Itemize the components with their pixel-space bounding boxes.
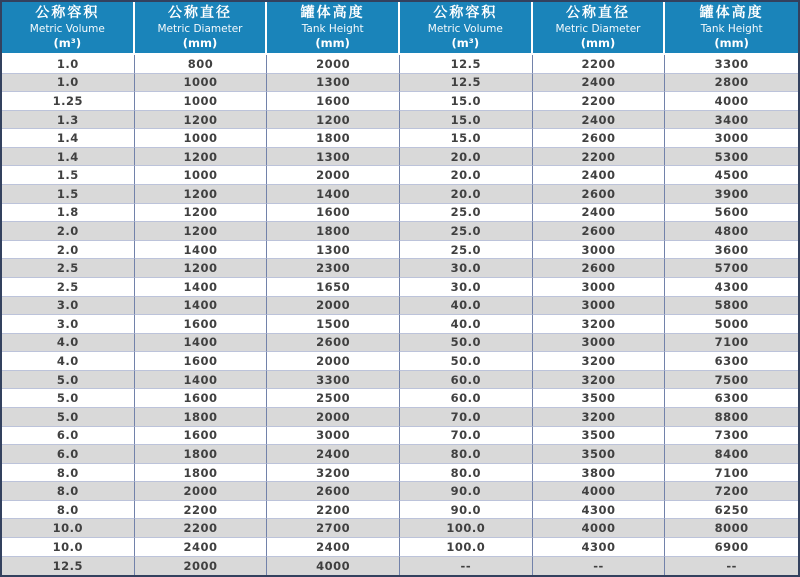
table-cell: 3.0 <box>2 315 135 334</box>
table-cell: 100.0 <box>400 538 533 557</box>
table-cell: 2300 <box>267 259 400 278</box>
header-tank-height-right <box>665 2 798 55</box>
table-cell: 1600 <box>267 92 400 111</box>
table-cell: 3900 <box>665 185 798 204</box>
header-cn-label: 公称直径 <box>565 5 630 21</box>
table-cell: 4300 <box>665 278 798 297</box>
table-cell: 2600 <box>533 129 666 148</box>
table-cell: 1.8 <box>2 204 135 223</box>
table-cell: 4300 <box>533 538 666 557</box>
table-cell: 70.0 <box>400 408 533 427</box>
table-cell: 2200 <box>533 148 666 167</box>
table-row <box>2 352 798 371</box>
table-row <box>2 185 798 204</box>
table-cell: 1.5 <box>2 166 135 185</box>
table-cell: 2400 <box>533 166 666 185</box>
header-metric-volume-left <box>2 2 135 55</box>
header-unit-label: (mm) <box>182 35 218 50</box>
table-cell: 1200 <box>135 204 268 223</box>
table-cell: 12.5 <box>2 557 135 576</box>
table-cell: 3400 <box>665 111 798 130</box>
table-cell: 1500 <box>267 315 400 334</box>
table-row <box>2 148 798 167</box>
table-cell: 4500 <box>665 166 798 185</box>
table-cell: 2400 <box>267 538 400 557</box>
table-row <box>2 445 798 464</box>
table-row <box>2 519 798 538</box>
table-cell: 3000 <box>533 278 666 297</box>
table-cell: 1300 <box>267 241 400 260</box>
table-cell: 3.0 <box>2 297 135 316</box>
table-cell: 1.0 <box>2 74 135 93</box>
table-cell: 6300 <box>665 389 798 408</box>
table-cell: 4800 <box>665 222 798 241</box>
table-cell: 2200 <box>135 501 268 520</box>
table-cell: 1000 <box>135 74 268 93</box>
table-cell: 1400 <box>135 278 268 297</box>
header-unit-label: (mm) <box>315 35 350 50</box>
header-cn-label: 罐体高度 <box>699 5 764 21</box>
table-row <box>2 129 798 148</box>
table-row <box>2 166 798 185</box>
table-cell: 60.0 <box>400 389 533 408</box>
table-cell: 3000 <box>533 241 666 260</box>
header-en-label: Metric Diameter <box>555 22 641 35</box>
table-cell: 2400 <box>135 538 268 557</box>
table-cell: 12.5 <box>400 55 533 74</box>
table-cell: 25.0 <box>400 241 533 260</box>
table-cell: 90.0 <box>400 501 533 520</box>
table-row <box>2 557 798 576</box>
table-cell: 2000 <box>267 297 400 316</box>
table-cell: 3000 <box>665 129 798 148</box>
table-cell: 2000 <box>267 55 400 74</box>
table-row <box>2 315 798 334</box>
table-cell: 5800 <box>665 297 798 316</box>
table-cell: 3200 <box>533 352 666 371</box>
table-cell: 5700 <box>665 259 798 278</box>
table-cell: 2000 <box>267 352 400 371</box>
header-cn-label: 公称容积 <box>35 5 100 21</box>
table-cell: 6.0 <box>2 427 135 446</box>
table-cell: 2700 <box>267 519 400 538</box>
table-cell: 4000 <box>533 482 666 501</box>
table-cell: 1200 <box>135 222 268 241</box>
table-row <box>2 241 798 260</box>
table-cell: 2200 <box>533 55 666 74</box>
table-header-row <box>2 2 798 55</box>
table-cell: 1800 <box>135 408 268 427</box>
table-cell: 25.0 <box>400 222 533 241</box>
table-cell: 2000 <box>135 482 268 501</box>
table-cell: 1600 <box>135 315 268 334</box>
table-cell: 5300 <box>665 148 798 167</box>
table-cell: 1600 <box>267 204 400 223</box>
table-cell: 1600 <box>135 427 268 446</box>
table-cell: 2600 <box>267 334 400 353</box>
table-cell: 50.0 <box>400 334 533 353</box>
table-cell: 1400 <box>135 334 268 353</box>
table-cell: 2200 <box>533 92 666 111</box>
table-cell: 2000 <box>135 557 268 576</box>
table-cell: 5.0 <box>2 408 135 427</box>
header-cn-label: 公称直径 <box>167 5 232 21</box>
table-row <box>2 427 798 446</box>
table-cell: 4300 <box>533 501 666 520</box>
table-cell: 12.5 <box>400 74 533 93</box>
table-row <box>2 389 798 408</box>
table-row <box>2 408 798 427</box>
table-cell: 7100 <box>665 334 798 353</box>
table-cell: 4000 <box>665 92 798 111</box>
table-cell: 6300 <box>665 352 798 371</box>
table-cell: 1000 <box>135 166 268 185</box>
table-cell: 2600 <box>267 482 400 501</box>
table-cell: 6250 <box>665 501 798 520</box>
table-cell: 1200 <box>135 259 268 278</box>
table-cell: 100.0 <box>400 519 533 538</box>
table-cell: 2000 <box>267 408 400 427</box>
table-cell: 3800 <box>533 464 666 483</box>
table-cell: -- <box>726 558 737 573</box>
header-unit-label: (mm) <box>714 35 749 50</box>
table-cell: 4.0 <box>2 352 135 371</box>
table-cell: 90.0 <box>400 482 533 501</box>
table-cell: 8.0 <box>2 482 135 501</box>
table-cell: 1800 <box>267 222 400 241</box>
table-cell: -- <box>400 557 533 576</box>
table-cell: 2400 <box>533 74 666 93</box>
table-cell: 1200 <box>267 111 400 130</box>
table-row <box>2 501 798 520</box>
table-cell: 1650 <box>267 278 400 297</box>
table-row <box>2 482 798 501</box>
table-row <box>2 74 798 93</box>
table-body <box>2 55 798 575</box>
table-cell: 2.5 <box>2 278 135 297</box>
header-unit-label: (m³) <box>451 35 480 50</box>
table-cell: 2.0 <box>2 222 135 241</box>
table-cell: 30.0 <box>400 278 533 297</box>
table-cell: 80.0 <box>400 445 533 464</box>
table-cell: 3200 <box>533 408 666 427</box>
table-row <box>2 222 798 241</box>
table-cell: 1200 <box>135 111 268 130</box>
table-cell: 3600 <box>665 241 798 260</box>
table-cell: 1.0 <box>2 55 135 74</box>
table-cell: 2600 <box>533 185 666 204</box>
table-cell: 20.0 <box>400 185 533 204</box>
table-row <box>2 204 798 223</box>
table-cell: 3200 <box>267 464 400 483</box>
table-cell: 1.3 <box>2 111 135 130</box>
table-cell: 40.0 <box>400 315 533 334</box>
table-cell: 2200 <box>135 519 268 538</box>
table-cell: 1.4 <box>2 129 135 148</box>
table-cell: 2.5 <box>2 259 135 278</box>
table-cell: 2400 <box>533 111 666 130</box>
table-cell: 30.0 <box>400 259 533 278</box>
table-cell: 5600 <box>665 204 798 223</box>
header-metric-diameter-left <box>135 2 268 55</box>
table-cell: 7500 <box>665 371 798 390</box>
header-cn-label: 罐体高度 <box>300 5 365 21</box>
table-cell: 50.0 <box>400 352 533 371</box>
table-row <box>2 297 798 316</box>
table-cell: 2.0 <box>2 241 135 260</box>
table-cell: 8400 <box>665 445 798 464</box>
header-en-label: Tank Height <box>301 22 364 35</box>
table-cell: 1400 <box>135 297 268 316</box>
table-cell: 25.0 <box>400 204 533 223</box>
header-en-label: Metric Volume <box>427 22 503 35</box>
header-cn-label: 公称容积 <box>433 5 498 21</box>
table-row <box>2 464 798 483</box>
header-tank-height-left <box>267 2 400 55</box>
table-cell: 1200 <box>135 148 268 167</box>
table-cell: 7100 <box>665 464 798 483</box>
table-row <box>2 92 798 111</box>
table-cell: 800 <box>135 55 268 74</box>
table-cell: 2500 <box>267 389 400 408</box>
table-cell: 3300 <box>267 371 400 390</box>
table-cell: 3500 <box>533 389 666 408</box>
table-row <box>2 371 798 390</box>
table-row <box>2 111 798 130</box>
table-row <box>2 334 798 353</box>
table-cell: 20.0 <box>400 148 533 167</box>
table-cell: 8800 <box>665 408 798 427</box>
table-cell: 8000 <box>665 519 798 538</box>
table-cell: 80.0 <box>400 464 533 483</box>
table-cell: 3200 <box>533 371 666 390</box>
table-cell: 2200 <box>267 501 400 520</box>
table-cell: 4.0 <box>2 334 135 353</box>
table-cell: 2800 <box>665 74 798 93</box>
table-cell: 15.0 <box>400 92 533 111</box>
table-cell: 6.0 <box>2 445 135 464</box>
table-cell: 20.0 <box>400 166 533 185</box>
header-en-label: Metric Diameter <box>157 22 243 35</box>
table-cell: 6900 <box>665 538 798 557</box>
table-cell: 3500 <box>533 427 666 446</box>
table-cell: 1300 <box>267 148 400 167</box>
table-cell: 15.0 <box>400 111 533 130</box>
table-cell: 10.0 <box>2 519 135 538</box>
table-cell: 7300 <box>665 427 798 446</box>
table-cell: 70.0 <box>400 427 533 446</box>
table-cell: 1.25 <box>2 92 135 111</box>
header-unit-label: (m³) <box>53 35 82 50</box>
table-cell: 1.4 <box>2 148 135 167</box>
table-cell: 1300 <box>267 74 400 93</box>
table-cell: 2400 <box>267 445 400 464</box>
table-cell: 2000 <box>267 166 400 185</box>
table-cell: 2600 <box>533 222 666 241</box>
table-cell: 7200 <box>665 482 798 501</box>
table-cell: 1800 <box>135 464 268 483</box>
table-cell: 3000 <box>267 427 400 446</box>
table-cell: 3200 <box>533 315 666 334</box>
table-cell: 1.5 <box>2 185 135 204</box>
table-cell: 3000 <box>533 334 666 353</box>
table-cell: 3500 <box>533 445 666 464</box>
table-cell: 1600 <box>135 389 268 408</box>
table-cell: 15.0 <box>400 129 533 148</box>
table-row <box>2 538 798 557</box>
table-row <box>2 259 798 278</box>
table-cell: 5000 <box>665 315 798 334</box>
table-cell: 10.0 <box>2 538 135 557</box>
header-metric-volume-right <box>400 2 533 55</box>
table-row <box>2 278 798 297</box>
table-cell: 1800 <box>267 129 400 148</box>
table-cell: 3300 <box>665 55 798 74</box>
table-cell: 8.0 <box>2 464 135 483</box>
header-metric-diameter-right <box>533 2 666 55</box>
table-cell: 40.0 <box>400 297 533 316</box>
header-en-label: Metric Volume <box>29 22 105 35</box>
table-cell: 1400 <box>135 371 268 390</box>
table-cell: 1400 <box>267 185 400 204</box>
table-cell: 1000 <box>135 129 268 148</box>
table-cell: 1800 <box>135 445 268 464</box>
table-cell: 1600 <box>135 352 268 371</box>
table-cell: 8.0 <box>2 501 135 520</box>
table-cell: 4000 <box>533 519 666 538</box>
table-cell: 5.0 <box>2 389 135 408</box>
table-cell: 60.0 <box>400 371 533 390</box>
table-cell: 5.0 <box>2 371 135 390</box>
table-cell: 1400 <box>135 241 268 260</box>
table-row <box>2 55 798 74</box>
table-cell: -- <box>533 557 666 576</box>
table-cell: 4000 <box>267 557 400 576</box>
header-unit-label: (mm) <box>580 35 616 50</box>
table-cell: 1200 <box>135 185 268 204</box>
header-en-label: Tank Height <box>700 22 763 35</box>
table-cell: 1000 <box>135 92 268 111</box>
table-cell: 2400 <box>533 204 666 223</box>
table-cell: 2600 <box>533 259 666 278</box>
table-cell: 3000 <box>533 297 666 316</box>
